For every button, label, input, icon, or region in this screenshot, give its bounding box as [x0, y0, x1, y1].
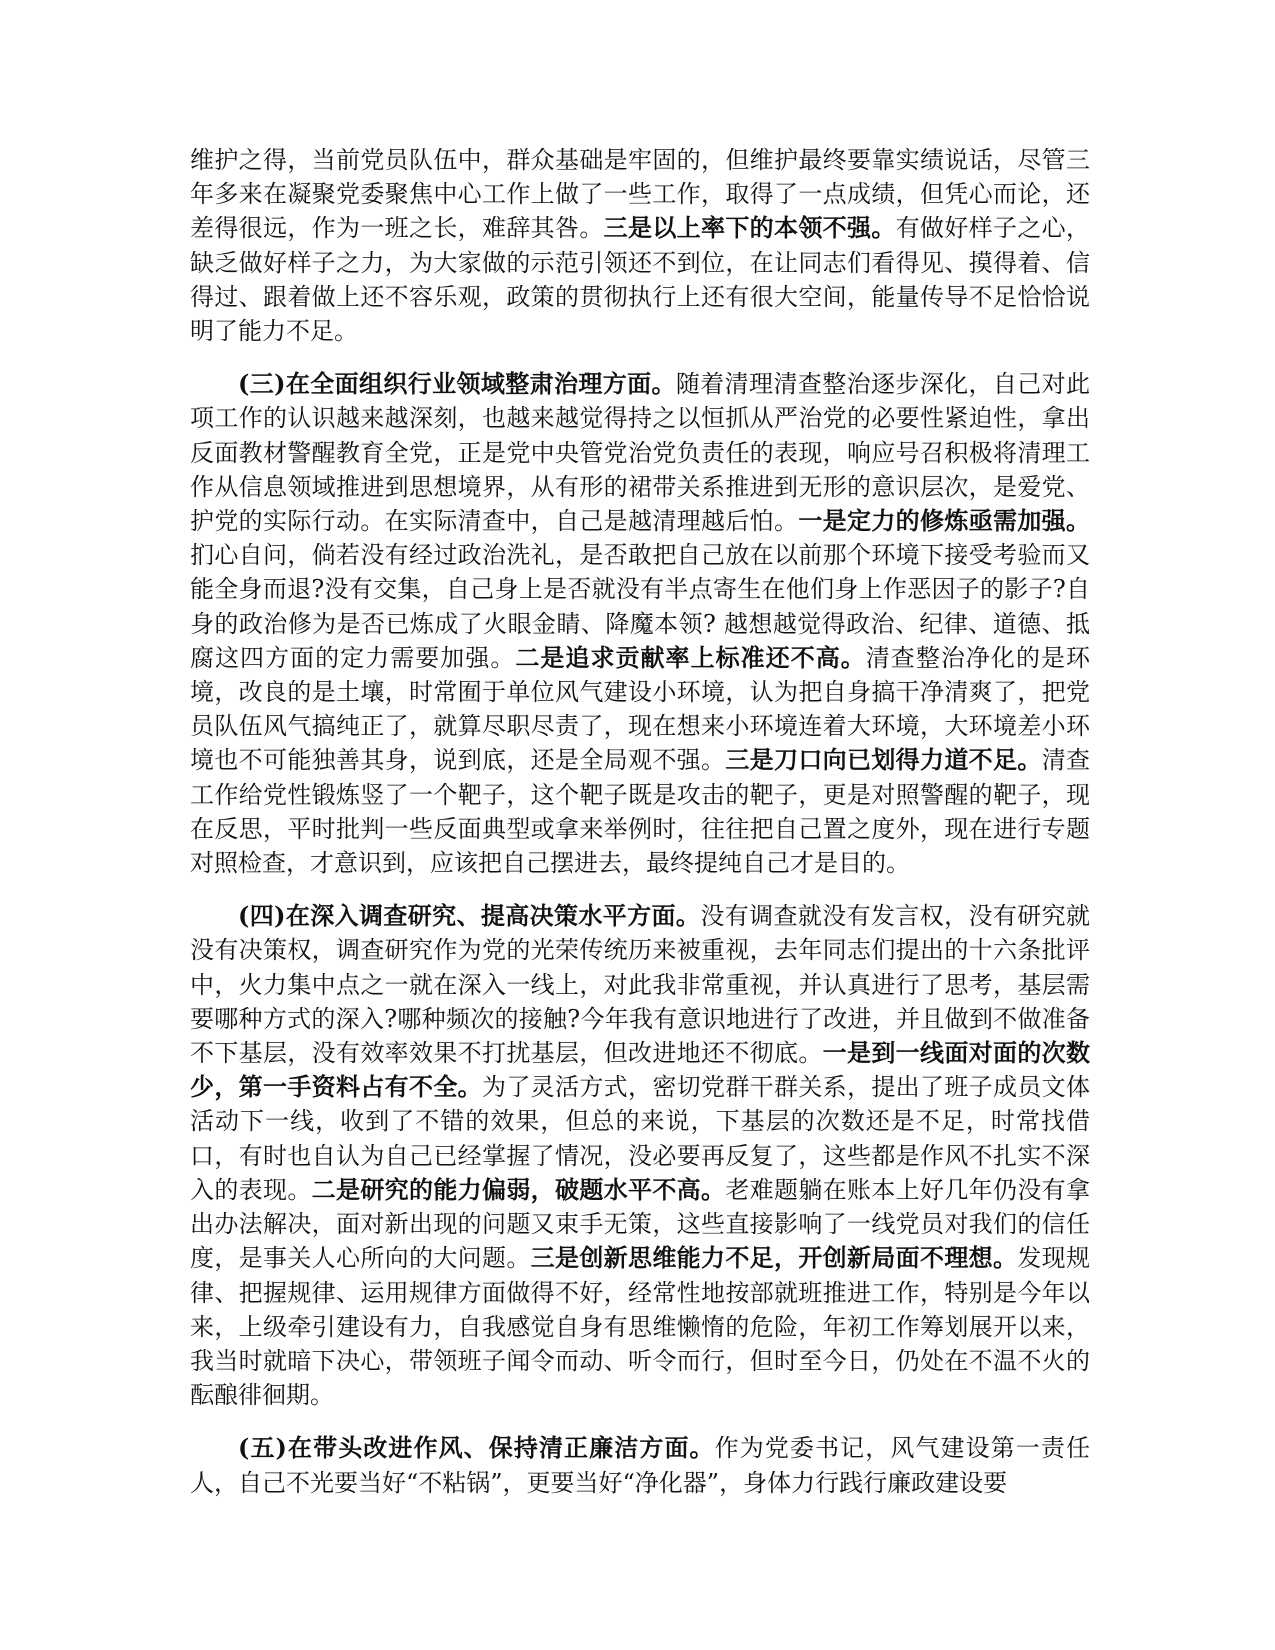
bold-heading-run: (五)在带头改进作风、保持清正廉洁方面。: [238, 1433, 715, 1463]
body-paragraph: [190, 1431, 1090, 1499]
text-run: 清查工作给党性锻炼竖了一个靶子，这个靶子既是攻击的靶子，更是对照警醒的靶子，现在反思，平时批判一些反面典型或拿来举例时，往往把自己置之度外，现在进行专题对照检查，才意识到，应该把自己摆进去，最终提纯自己才是目的。: [190, 746, 1091, 878]
bold-heading-run: (三)在全面组织行业领域整肃治理方面。: [238, 369, 676, 399]
bold-heading-run: 二是追求贡献率上标准还不高。: [515, 642, 866, 672]
bold-heading-run: 一是到一线面对面的次数少，第一手资料占有不全。: [190, 1038, 1091, 1102]
text-run: 维护之得，当前党员队伍中，群众基础是牢固的，但维护最终要靠实绩说话，尽管三年多来在凝聚党委聚焦中心工作上做了一些工作，取得了一点成绩，但凭心而论，还差得很远，作为一班之长，难辞其咎。: [190, 146, 1090, 243]
document-page: [190, 143, 1090, 1519]
bold-heading-run: 二是研究的能力偏弱，破题水平不高。: [311, 1174, 726, 1204]
bold-heading-run: 三是以上率下的本领不强。: [603, 213, 896, 243]
bold-heading-run: (四)在深入调查研究、提高决策水平方面。: [238, 901, 701, 931]
text-run: 发现规律、把握规律、运用规律方面做得不好，经常性地按部就班推进工作，特别是今年以来，上级牵引建设有力，自我感觉自身有思维懒惰的危险，年初工作筹划展开以来，我当时就暗下决心，带领班子闻令而动、听令而行，但时至今日，仍处在不温不火的酝酿徘徊期。: [190, 1244, 1091, 1410]
text-run: 没有调查就没有发言权，没有研究就没有决策权，调查研究作为党的光荣传统历来被重视，去年同志们提出的十六条批评中，火力集中点之一就在深入一线上，对此我非常重视，并认真进行了思考，基层需要哪种方式的深入?哪种频次的接触?今年我有意识地进行了改进，并且做到不做准备不下基层，没有效率效果不打扰基层，但改进地还不彻底。: [190, 902, 1091, 1068]
body-paragraph: [190, 367, 1090, 880]
text-run: 有做好样子之心，缺乏做好样子之力，为大家做的示范引领还不到位，在让同志们看得见、摸得着、信得过、跟着做上还不容乐观，政策的贯彻执行上还有很大空间，能量传导不足恰恰说明了能力不足。: [190, 214, 1091, 346]
body-paragraph: [190, 143, 1090, 348]
bold-heading-run: 三是刀口向已划得力道不足。: [725, 745, 1042, 775]
text-run: 扪心自问，倘若没有经过政治洗礼，是否敢把自己放在以前那个环境下接受考验而又能全身而退?没有交集，自己身上是否就没有半点寄生在他们身上作恶因子的影子?自身的政治修为是否已炼成了火眼金睛、降魔本领? 越想越觉得政治、纪律、道德、抵腐这四方面的定力需要加强。: [190, 541, 1090, 672]
text-run: 随着清理清查整治逐步深化，自己对此项工作的认识越来越深刻，也越来越觉得持之以恒抓从严治党的必要性紧迫性，拿出反面教材警醒教育全党，正是党中央管党治党负责任的表现，响应号召积极将清理工作从信息领域推进到思想境界，从有形的裙带关系推进到无形的意识层次，是爱党、护党的实际行动。在实际清查中，自己是越清理越后怕。: [190, 370, 1090, 536]
text-run: 为了灵活方式，密切党群干群关系，提出了班子成员文体活动下一线，收到了不错的效果，但总的来说，下基层的次数还是不足，时常找借口，有时也自认为自己已经掌握了情况，没必要再反复了，这些都是作风不扎实不深入的表现。: [190, 1073, 1090, 1204]
body-paragraph: [190, 899, 1090, 1412]
bold-heading-run: 一是定力的修炼亟需加强。: [798, 506, 1091, 536]
bold-heading-run: 三是创新思维能力不足，开创新局面不理想。: [530, 1243, 1018, 1273]
text-run: 老难题躺在账本上好几年仍没有拿出办法解决，面对新出现的问题又束手无策，这些直接影响了一线党员对我们的信任度，是事关人心所向的大问题。: [190, 1175, 1091, 1273]
text-run: 清查整治净化的是环境，改良的是土壤，时常囿于单位风气建设小环境，认为把自身搞干净清爽了，把党员队伍风气搞纯正了，就算尽职尽责了，现在想来小环境连着大环境，大环境差小环境也不可能独善其身，说到底，还是全局观不强。: [190, 643, 1091, 775]
text-run: 作为党委书记，风气建设第一责任人，自己不光要当好“不粘锅”，更要当好“净化器”，身体力行践行廉政建设要: [190, 1434, 1090, 1497]
